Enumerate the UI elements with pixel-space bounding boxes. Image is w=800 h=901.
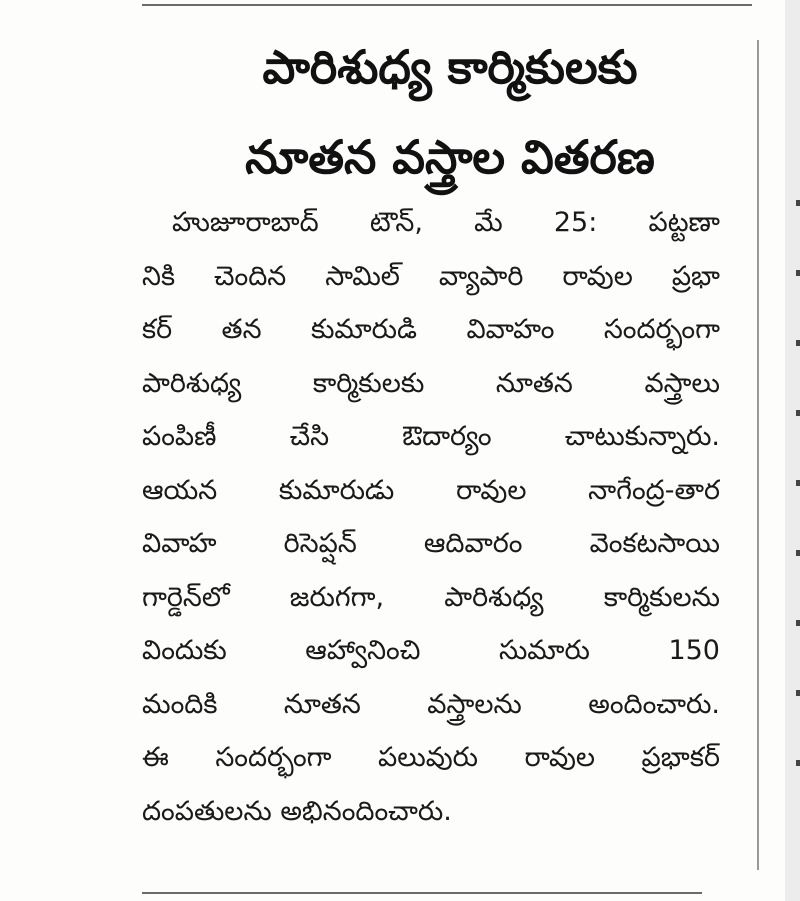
body-line: విందుకు ఆహ్వానించి సుమారు 150 [142, 635, 720, 666]
body-line: గార్డెన్‌లో జరుగగా, పారిశుధ్య కార్మికులను [142, 581, 720, 613]
adjacent-column-text-fragments [796, 200, 800, 800]
body-line: ఆయన కుమారుడు రావుల నాగేంద్ర-తార [142, 474, 720, 506]
headline [150, 22, 750, 202]
body-line: ఈ సందర్భంగా పలువురు రావుల ప్రభాకర్ [142, 742, 720, 773]
body-line: దంపతులను అభినందించారు. [142, 795, 452, 827]
bottom-divider [142, 892, 702, 894]
headline-line-1: పారిశుధ్య కార్మికులకు [262, 40, 638, 94]
headline-line-2: నూతన వస్త్రాల వితరణ [245, 130, 655, 184]
column-divider [757, 40, 759, 870]
body-line: నికి చెందిన సామిల్ వ్యాపారి రావుల ప్రభా [142, 260, 720, 292]
article-body [142, 196, 720, 838]
body-line: వివాహ రిసెప్షన్ ఆదివారం వెంకటసాయి [142, 528, 720, 559]
body-line: పంపిణీ చేసి ఔదార్యం చాటుకున్నారు. [142, 421, 720, 452]
top-divider [142, 4, 752, 6]
body-line: మందికి నూతన వస్త్రాలను అందించారు. [142, 688, 720, 720]
body-line: పారిశుధ్య కార్మికులకు నూతన వస్త్రాలు [142, 367, 720, 399]
body-line: కర్ తన కుమారుడి వివాహం సందర్భంగా [142, 314, 720, 345]
body-line: హుజూరాబాద్ టౌన్, మే 25: పట్టణా [172, 207, 720, 238]
